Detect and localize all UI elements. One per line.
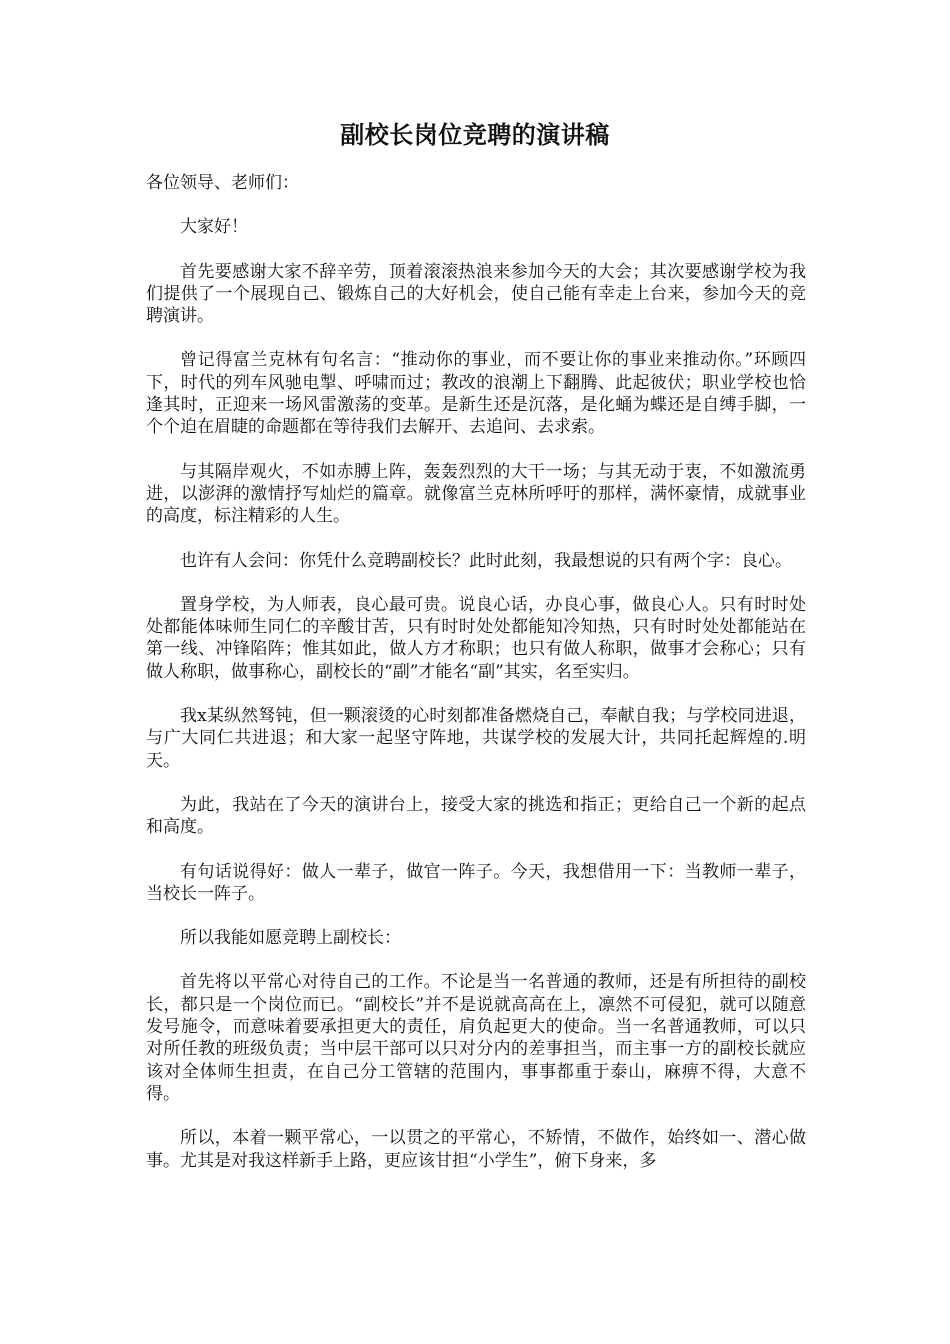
paragraph-role-model: 置身学校，为人师表，良心最可贵。说良心话，办良心事，做良心人。只有时时处处都能体味师生同仁的辛酸甘苦，只有时时处处都能知冷知热，只有时时处处都能站在第一线、冲锋陷阵；惟其如此，做人方才称职；也只有做人称职，做事才会称心；只有做人称职，做事称心，副校长的“副”才能名“副”其实，名至实归。 xyxy=(146,594,806,682)
document-body xyxy=(146,172,806,1194)
paragraph-conscience: 也许有人会问：你凭什么竞聘副校长？此时此刻，我最想说的只有两个字：良心。 xyxy=(180,550,792,571)
paragraph-franklin-quote: 曾记得富兰克林有句名言：“推动你的事业，而不要让你的事业来推动你。”环顾四下，时代的列车风驰电掣、呼啸而过；教改的浪潮上下翻腾、此起彼伏；职业学校也恰逢其时，正迎来一场风雷激荡的变革。是新生还是沉落，是化蛹为蝶还是自缚手脚，一个个迫在眉睫的命题都在等待我们去解开、去追问、去求索。 xyxy=(146,350,806,438)
paragraph-dedication: 我x某纵然驽钝，但一颗滚烫的心时刻都准备燃烧自己，奉献自我；与学校同进退，与广大同仁共进退；和大家一起坚守阵地，共谋学校的发展大计，共同托起辉煌的.明天。 xyxy=(146,706,806,771)
paragraph-thanks: 首先要感谢大家不辞辛劳，顶着滚滚热浪来参加今天的大会；其次要感谢学校为我们提供了一个展现自己、锻炼自己的大好机会，使自己能有幸走上台来，参加今天的竞聘演讲。 xyxy=(146,261,806,327)
salutation: 各位领导、老师们： xyxy=(146,173,299,193)
document-title: 副校长岗位竞聘的演讲稿 xyxy=(340,120,610,149)
paragraph-greeting: 大家好！ xyxy=(180,217,248,238)
paragraph-conclusion: 所以，本着一颗平常心，一以贯之的平常心，不矫情，不做作，始终如一、潜心做事。尤其是对我这样新手上路，更应该甘担“小学生”，俯下身来，多 xyxy=(146,1128,806,1171)
paragraph-if-elected: 所以我能如愿竞聘上副校长： xyxy=(180,928,401,949)
paragraph-resolve: 与其隔岸观火，不如赤膊上阵，轰轰烈烈的大干一场；与其无动于衷，不如激流勇进，以澎湃的激情抒写灿烂的篇章。就像富兰克林所呼吁的那样，满怀豪情，成就事业的高度，标注精彩的人生。 xyxy=(146,461,806,527)
paragraph-saying: 有句话说得好：做人一辈子，做官一阵子。今天，我想借用一下：当教师一辈子，当校长一阵子。 xyxy=(146,861,806,904)
paragraph-podium: 为此，我站在了今天的演讲台上，接受大家的挑选和指正；更给自己一个新的起点和高度。 xyxy=(146,794,806,838)
paragraph-ordinary-mind: 首先将以平常心对待自己的工作。不论是当一名普通的教师，还是有所担待的副校长，都只是一个岗位而已。“副校长”并不是说就高高在上，凛然不可侵犯，就可以随意发号施令，而意味着要承担更大的责任，肩负起更大的使命。当一名普通教师，可以只对所任教的班级负责；当中层干部可以只对分内的差事担当，而主事一方的副校长就应该对全体师生担责，在自己分工管辖的范围内，事事都重于泰山，麻痹不得，大意不得。 xyxy=(146,972,806,1104)
